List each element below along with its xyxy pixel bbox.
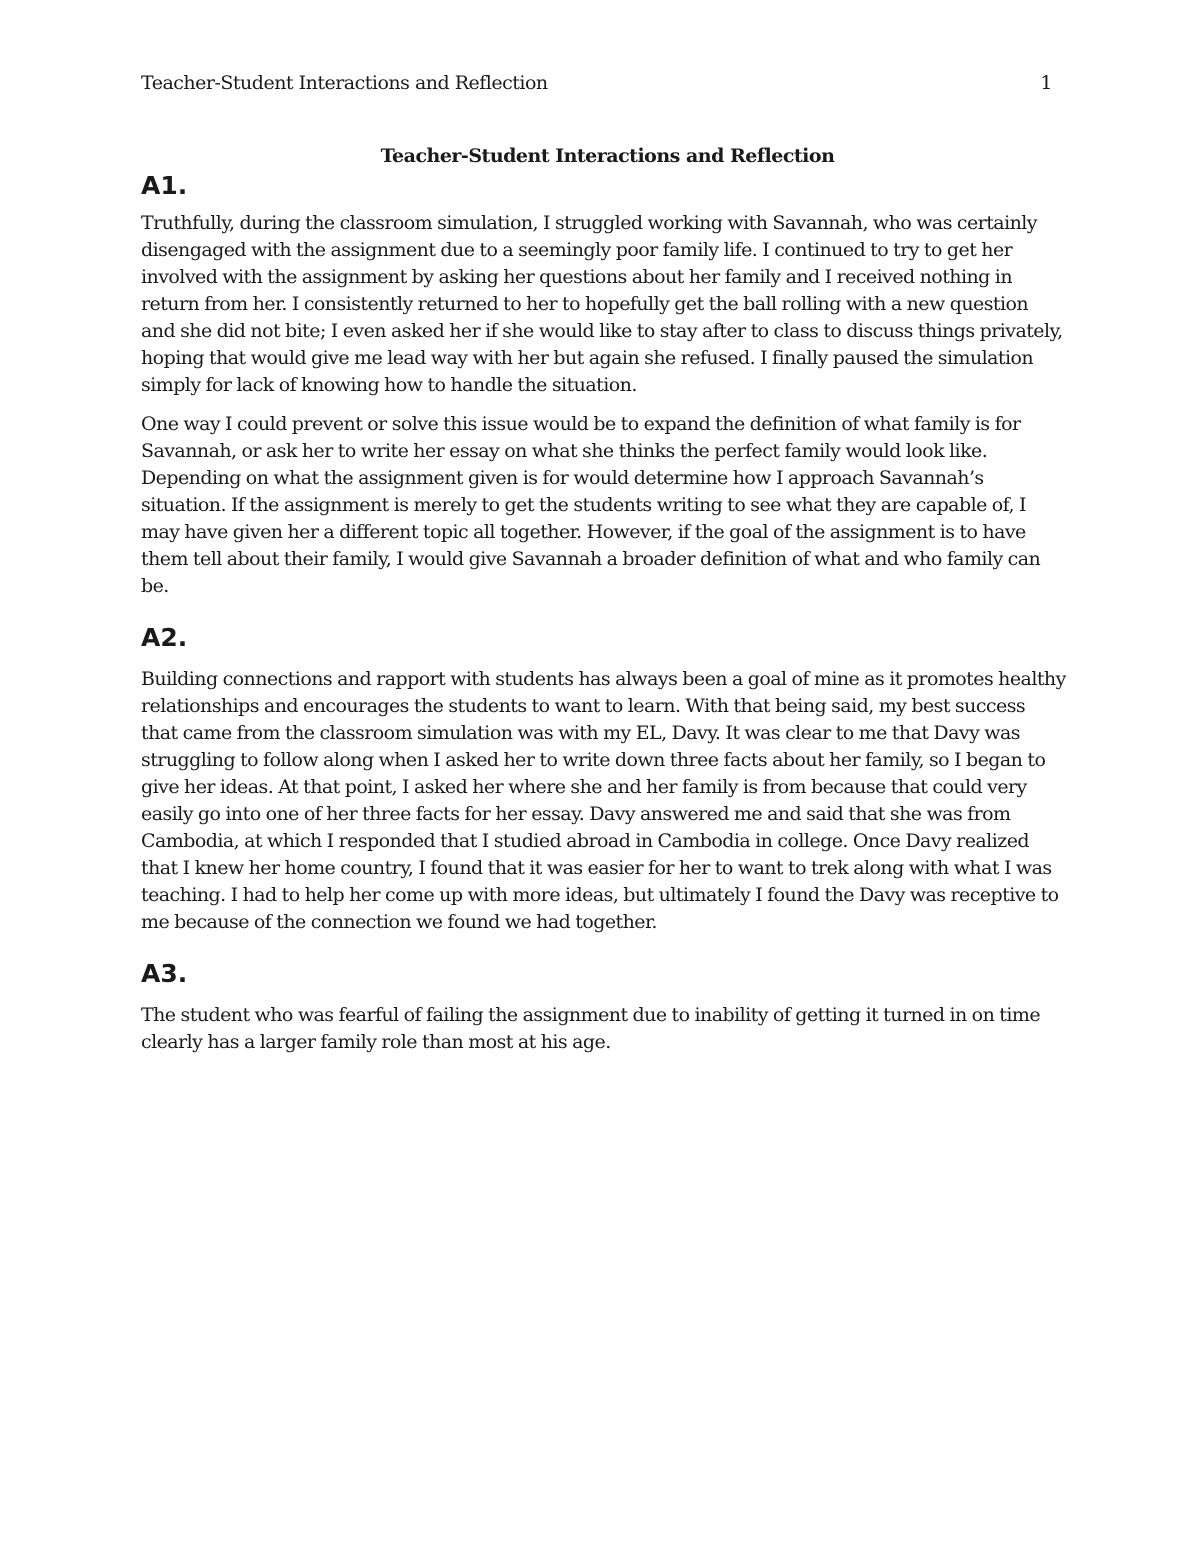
paragraph: One way I could prevent or solve this issue would be to expand the definition of what family is for Savannah, or ask her to write her essay on what she thinks the perfect family would look like. Depending on what the assignment given is for would determine how I approach Savannah’s situation. If the assignment is merely to get the students writing to see what they are capable of, I may have given her a different topic all together. However, if the goal of the assignment is to have them tell about their family, I would give Savannah a broader definition of what and who family can be. — [141, 413, 1041, 597]
paragraph: Truthfully, during the classroom simulation, I struggled working with Savannah, who was certainly disengaged with the assignment due to a seemingly poor family life. I continued to try to get her involved with the assignment by asking her questions about her family and I received nothing in return from her. I consistently returned to her to hopefully get the ball rolling with a new question and she did not bite; I even asked her if she would like to stay after to class to discuss things privately, hoping that would give me lead way with her but again she refused. I finally paused the simulation simply for lack of knowing how to handle the situation. — [141, 212, 1063, 396]
running-head-title: Teacher-Student Interactions and Reflection — [141, 72, 548, 94]
section-heading: A3. — [141, 959, 188, 988]
section-a1 — [141, 170, 1066, 600]
paragraph: The student who was fearful of failing the assignment due to inability of getting it turned in on time clearly has a larger family role than most at his age. — [141, 1004, 1041, 1053]
paragraph: Building connections and rapport with students has always been a goal of mine as it promotes healthy relationships and encourages the students to want to learn. With that being said, my best success that came from the classroom simulation was with my EL, Davy. It was clear to me that Davy was struggling to follow along when I asked her to write down three facts about her family, so I began to give her ideas. At that point, I asked her where she and her family is from because that could very easily go into one of her three facts for her essay. Davy answered me and said that she was from Cambodia, at which I responded that I studied abroad in Cambodia in college. Once Davy realized that I knew her home country, I found that it was easier for her to want to trek along with what I was teaching. I had to help her come up with more ideas, but ultimately I found the Davy was receptive to me because of the connection we found we had together. — [141, 668, 1066, 933]
section-a2 — [141, 622, 1066, 936]
section-heading: A1. — [141, 171, 188, 200]
document-title: Teacher-Student Interactions and Reflection — [380, 145, 835, 167]
section-a3 — [141, 958, 1066, 1056]
page-number: 1 — [1040, 72, 1052, 94]
running-header — [141, 72, 1052, 102]
document-body — [141, 142, 1066, 1056]
section-heading: A2. — [141, 623, 188, 652]
